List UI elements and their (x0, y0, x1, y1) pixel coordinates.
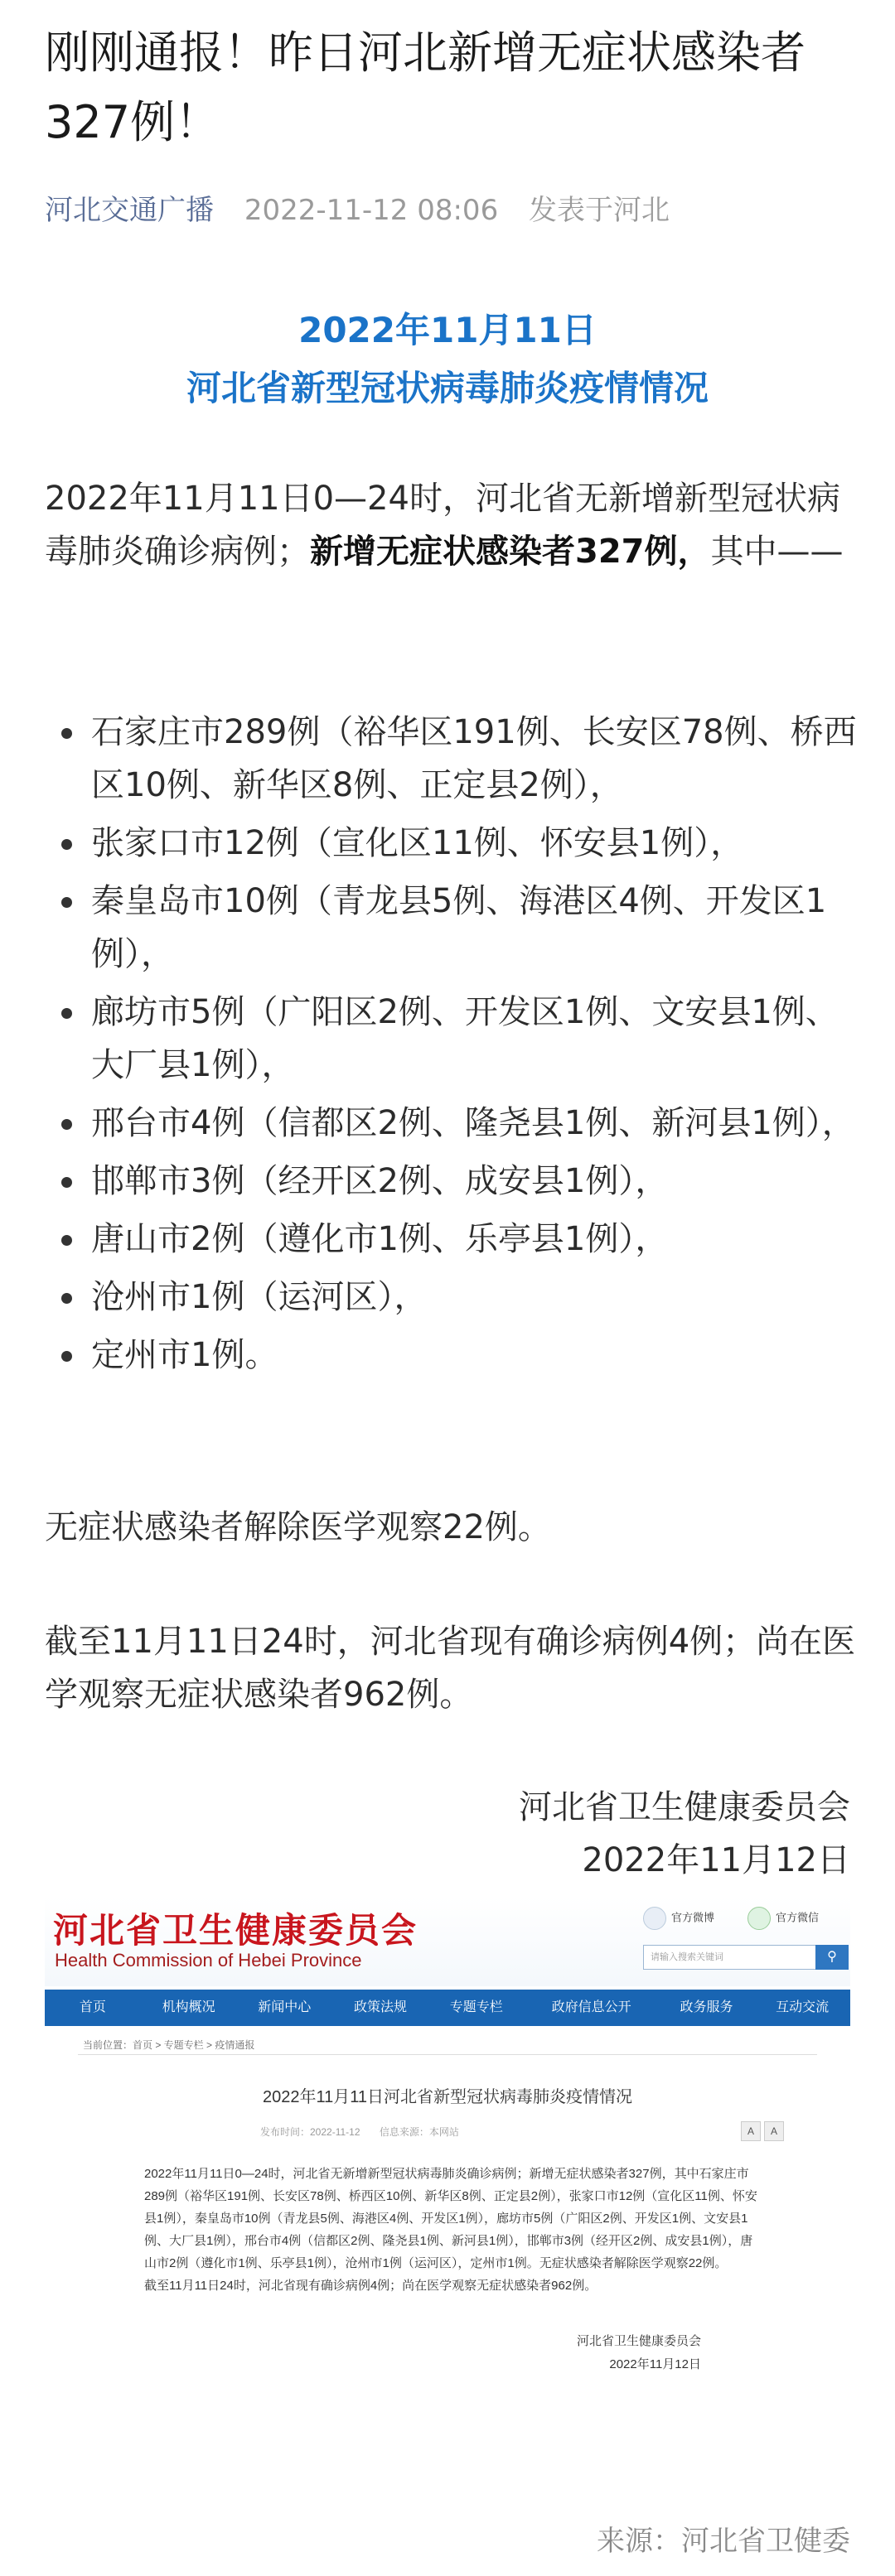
intro-tail: 其中—— (710, 533, 844, 571)
site-nav-item: 新闻中心 (258, 2000, 312, 2014)
site-body-para-1: 2022年11月11日0—24时，河北省无新增新型冠状病毒肺炎确诊病例；新增无症状感染者327例，其中石家庄市289例（裕华区191例、长安区78例、桥西区10例、新华区8例、正定县2例），张家口市12例（宣化区11例、怀安县1例），秦皇岛市10例（青龙县5例、海港区4例、开发区1例），廊坊市5例（广阳区2例、开发区1例、文安县1例、大厂县1例），邢台市4例（信都区2例、隆尧县1例、新河县1例），邯郸市3例（经开区2例、成安县1例），唐山市2例（遵化市1例、乐亭县1例），沧州市1例（运河区），定州市1例。无症状感染者解除医学观察22例。 (144, 2167, 757, 2270)
signature-date: 2022年11月12日 (582, 1841, 850, 1879)
site-article-body (144, 2163, 762, 2297)
site-nav-item: 专题专栏 (449, 2000, 503, 2014)
site-article-pane (78, 2054, 817, 2386)
list-item: 邢台市4例（信都区2例、隆尧县1例、新河县1例）， (45, 1097, 857, 1150)
site-search-button (815, 1945, 849, 1970)
site-header (45, 1897, 850, 1986)
intro-paragraph (45, 472, 857, 578)
list-item: 廊坊市5例（广阳区2例、开发区1例、文安县1例、大厂县1例）， (45, 986, 857, 1092)
publish-location: 发表于河北 (529, 194, 670, 227)
site-breadcrumb: 当前位置：首页 > 专题专栏 > 疫情通报 (83, 2039, 255, 2051)
font-decrease-icon: A (764, 2121, 784, 2141)
article-source-footer: 来源：河北省卫健委 (597, 2525, 850, 2558)
site-sign-org: 河北省卫生健康委员会 (576, 2334, 701, 2348)
city-case-list (45, 706, 857, 1387)
site-body-para-2: 截至11月11日24时，河北省现有确诊病例4例；尚在医学观察无症状感染者962例。 (144, 2279, 597, 2293)
site-signature (577, 2330, 701, 2376)
list-item: 石家庄市289例（裕华区191例、长安区78例、桥西区10例、新华区8例、正定县2例）， (45, 706, 857, 812)
source-account-link[interactable]: 河北交通广播 (45, 194, 214, 227)
weibo-label: 官方微博 (671, 1911, 715, 1924)
signature-org: 河北省卫生健康委员会 (519, 1788, 850, 1826)
site-nav-item: 政策法规 (354, 2000, 408, 2014)
list-item: 唐山市2例（遵化市1例、乐亭县1例）， (45, 1213, 857, 1266)
site-search-input: 请输入搜索关键词 (643, 1945, 817, 1970)
wechat-link (747, 1907, 819, 1930)
site-nav-item: 互动交流 (776, 2000, 830, 2014)
article-title: 刚刚通报！昨日河北新增无症状感染者327例！ (45, 27, 806, 148)
list-item: 张家口市12例（宣化区11例、怀安县1例）， (45, 817, 857, 870)
font-increase-icon: A (741, 2121, 761, 2141)
wechat-label: 官方微信 (776, 1911, 820, 1924)
site-nav-item: 机构概况 (162, 2000, 215, 2014)
list-item: 秦皇岛市10例（青龙县5例、海港区4例、开发区1例）， (45, 875, 857, 981)
site-pub-time: 发布时间：2022-11-12 (260, 2126, 360, 2138)
site-sign-date: 2022年11月12日 (609, 2357, 701, 2371)
list-item: 邯郸市3例（经开区2例、成安县1例）， (45, 1155, 857, 1208)
intro-text: 2022年11月11日0—24时，河北省无新增新型冠状病毒肺炎确诊病例； (45, 480, 840, 571)
embedded-website-screenshot (45, 1897, 850, 2394)
article-meta (45, 187, 691, 228)
site-article-meta (260, 2125, 476, 2139)
intro-bold-text: 新增无症状感染者327例， (310, 533, 711, 571)
site-nav-bar (45, 1990, 850, 2026)
search-icon: ⚲ (827, 1950, 837, 1964)
site-logo-cn: 河北省卫生健康委员会 (53, 1911, 418, 1950)
report-date-heading: 2022年11月11日 (298, 310, 597, 350)
site-article-title: 2022年11月11日河北省新型冠状病毒肺炎疫情情况 (262, 2088, 632, 2106)
released-paragraph: 无症状感染者解除医学观察22例。 (45, 1508, 551, 1546)
site-nav-item: 政务服务 (680, 2000, 733, 2014)
site-nav-item: 首页 (79, 2000, 106, 2014)
report-subject-heading: 河北省新型冠状病毒肺炎疫情情况 (186, 368, 709, 408)
list-item: 定州市1例。 (45, 1329, 857, 1382)
weibo-icon (643, 1907, 666, 1930)
weibo-link (643, 1907, 714, 1930)
site-pub-source: 信息来源：本网站 (379, 2126, 459, 2138)
wechat-icon (747, 1907, 771, 1930)
publish-datetime: 2022-11-12 08:06 (244, 194, 499, 227)
site-logo-en: Health Commission of Hebei Province (55, 1950, 362, 1971)
cumulative-paragraph: 截至11月11日24时，河北省现有确诊病例4例；尚在医学观察无症状感染者962例。 (45, 1623, 856, 1714)
site-nav-item: 政府信息公开 (551, 2000, 631, 2014)
list-item: 沧州市1例（运河区）， (45, 1271, 857, 1324)
